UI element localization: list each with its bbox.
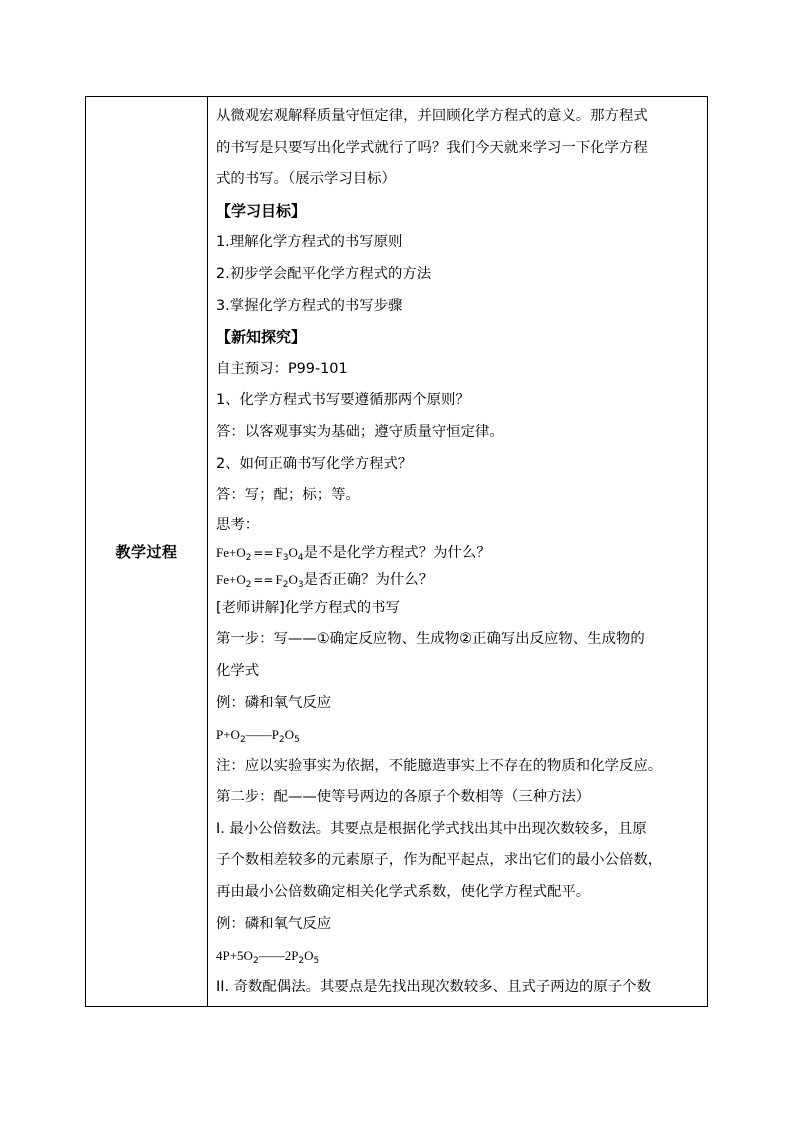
question-line: 2、如何正确书写化学方程式？ (216, 455, 413, 472)
heading-new-knowledge: 【新知探究】 (216, 328, 307, 347)
lesson-table (85, 96, 708, 1007)
text-line: I. 最小公倍数法。其要点是根据化学式找出其中出现次数较多，且原 (216, 820, 647, 837)
text-line: [老师讲解]化学方程式的书写 (216, 599, 400, 616)
goal-item: 3.掌握化学方程式的书写步骤 (216, 297, 403, 314)
answer-line: 答：写；配；标；等。 (216, 487, 360, 504)
text-line: 自主预习：P99-101 (216, 360, 348, 377)
question-line: 1、化学方程式书写要遵循那两个原则？ (216, 392, 470, 409)
text-line: 从微观宏观解释质量守恒定律，并回顾化学方程式的意义。那方程式 (216, 108, 648, 124)
equation-line-4: $4P+5O_2——2P_2O_5$ (216, 948, 320, 967)
section-label: 教学过程 (115, 543, 178, 561)
text-line: 再由最小公倍数确定相关化学式系数，使化学方程式配平。 (216, 884, 591, 901)
goal-item: 1.理解化学方程式的书写原则 (216, 234, 403, 251)
example-line: 例：磷和氧气反应 (216, 694, 332, 711)
answer-line: 答：以客观事实为基础；遵守质量守恒定律。 (216, 423, 504, 440)
equation-line-3: $P+O_2——P_2O_5$ (216, 727, 300, 746)
equation-line-1: $Fe+O_2$ == $F_3O_4$是不是化学方程式？为什么？ (216, 544, 491, 563)
text-line: 的书写是只要写出化学式就行了吗？我们今天就来学习一下化学方程 (216, 139, 648, 156)
text-line: 第一步：写——①确定反应物、生成物②正确写出反应物、生成物的 (216, 631, 645, 648)
example-line: 例：磷和氧气反应 (216, 915, 332, 932)
text-line: 思考： (216, 516, 260, 533)
goal-item: 2.初步学会配平化学方程式的方法 (216, 265, 432, 282)
text-line: II. 奇数配偶法。其要点是先找出现次数较多、且式子两边的原子个数 (216, 978, 651, 995)
heading-learning-goals: 【学习目标】 (216, 201, 307, 220)
equation-line-2: $Fe+O_2$ == $F_2O_3$是否正确？为什么？ (216, 571, 434, 590)
text-line: 化学式 (216, 662, 260, 679)
note-line: 注：应以实验事实为依据，不能臆造事实上不存在的物质和化学反应。 (216, 757, 663, 774)
text-line: 子个数相差较多的元素原子，作为配平起点，求出它们的最小公倍数， (216, 852, 663, 869)
text-line: 第二步：配——使等号两边的各原子个数相等（三种方法） (216, 789, 591, 806)
left-cell (86, 97, 208, 1006)
text-line: 式的书写。（展示学习目标） (216, 171, 396, 188)
content-cell (208, 97, 707, 1006)
